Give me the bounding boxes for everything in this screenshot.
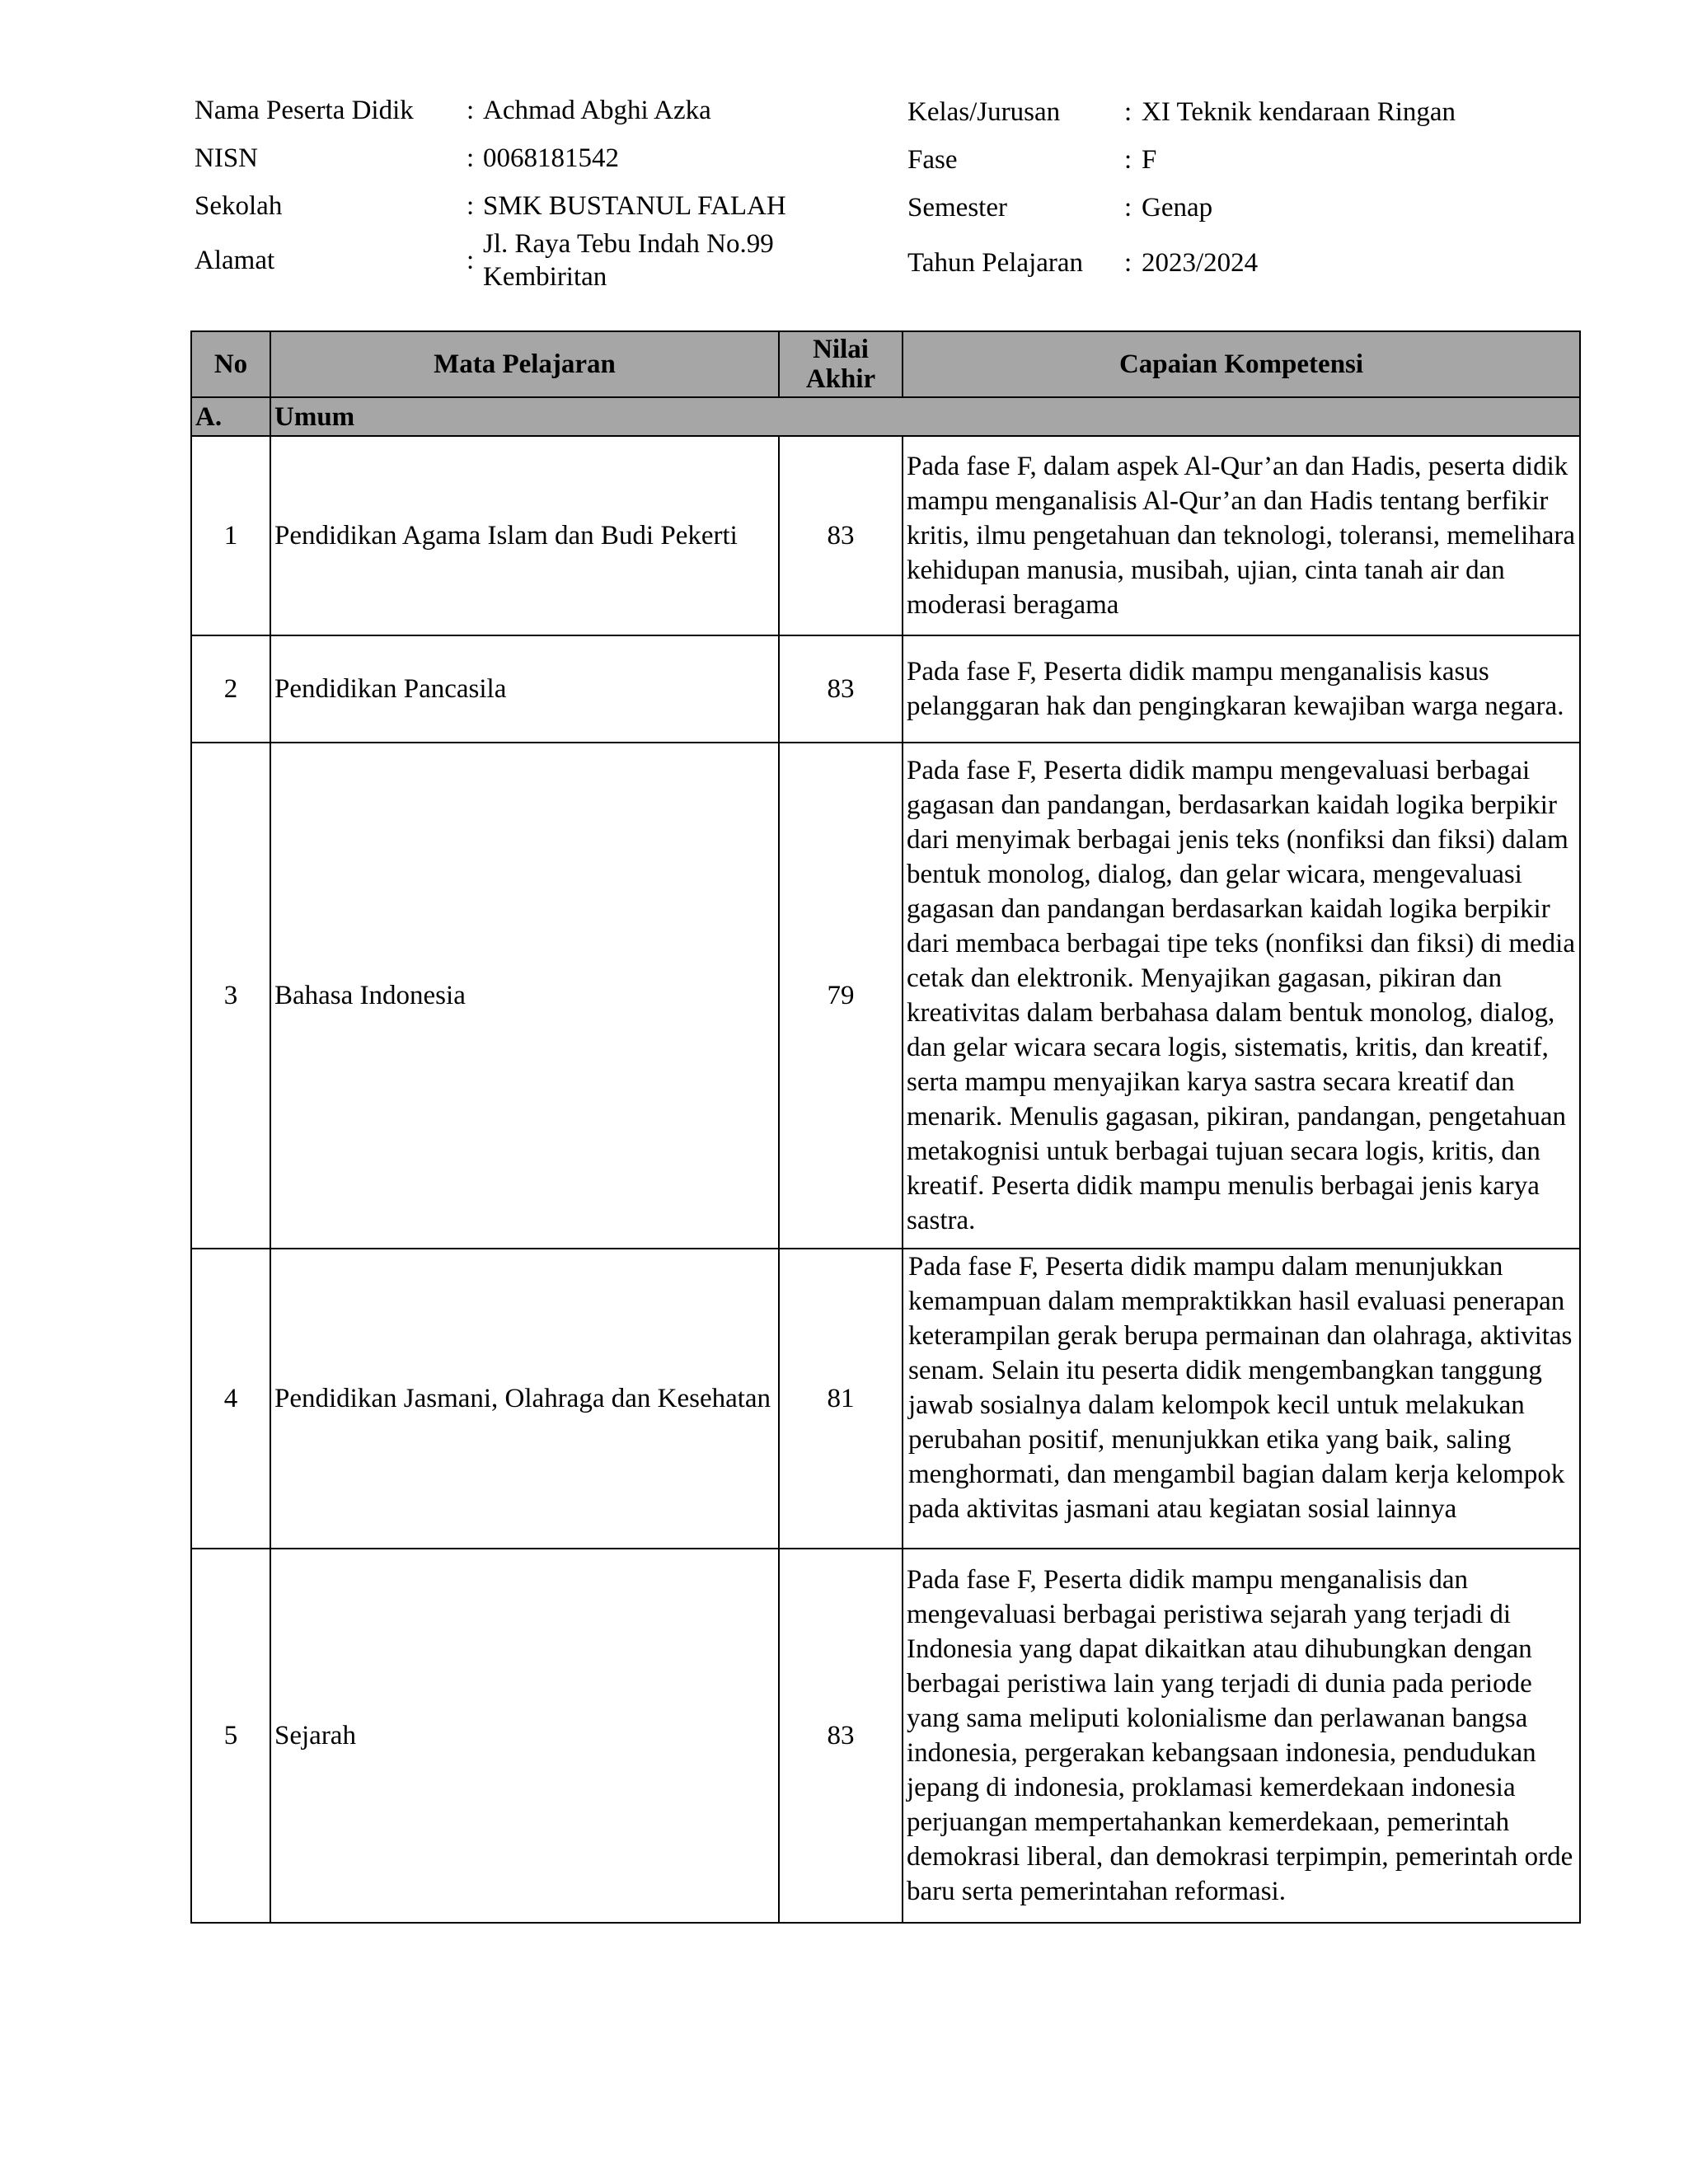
row-no: 1 [191,436,270,635]
label-nama: Nama Peserta Didik [195,96,414,125]
row-no: 3 [191,743,270,1249]
colon-fase: : [1124,145,1132,175]
colon-tahun: : [1124,248,1132,278]
colon-kelas: : [1124,97,1132,127]
colon-semester: : [1124,193,1132,223]
table-row [191,1549,1580,1923]
row-no: 4 [191,1249,270,1549]
colon-nisn: : [467,143,475,173]
label-tahun: Tahun Pelajaran [907,248,1084,278]
row-capaian: Pada fase F, Peserta didik mampu mengevaluasi berbagai gagasan dan pandangan, berdasarkan kaidah logika berpikir dari menyimak berbagai jenis teks (nonfiksi dan fiksi) dalam bentuk monolog, dialog, dan gelar wicara, mengevaluasi gagasan dan pandangan berdasarkan kaidah logika berpikir dari membaca berbagai tipe teks (nonfiksi dan fiksi) di media cetak dan elektronik. Menyajikan gagasan, pikiran dan kreativitas dalam berbahasa dalam bentuk monolog, dialog, dan gelar wicara secara logis, sistematis, kritis, dan kreatif, serta mampu menyajikan karya sastra secara kreatif dan menarik. Menulis gagasan, pikiran, pandangan, pengetahuan metakognisi untuk berbagai tujuan secara logis, kritis, dan kreatif. Peserta didik mampu menulis berbagai jenis karya sastra. [903,743,1580,1249]
row-capaian-text: Pada fase F, Peserta didik mampu dalam menunjukkan kemampuan dalam mempraktikkan hasil evaluasi penerapan keterampilan gerak berupa permainan dan olahraga, aktivitas senam. Selain itu peserta didik mengembangkan tanggung jawab sosialnya dalam kelompok kecil untuk melakukan perubahan positif, menunjukkan etika yang baik, saling menghormati, dan mengambil bagian dalam kerja kelompok pada aktivitas jasmani atau kegiatan sosial lainnya [908,1252,1573,1524]
value-nisn: 0068181542 [483,143,619,173]
row-mapel: Pendidikan Agama Islam dan Budi Pekerti [270,436,779,635]
label-kelas: Kelas/Jurusan [907,97,1061,127]
section-code: A. [191,397,270,436]
section-row [191,397,1580,436]
value-tahun: 2023/2024 [1142,248,1259,278]
row-nilai: 81 [779,1249,903,1549]
table-header-row [191,331,1580,397]
col-header-capaian: Capaian Kompetensi [903,331,1580,397]
grades-table [190,330,1581,1924]
row-nilai: 83 [779,635,903,743]
row-nilai: 79 [779,743,903,1249]
row-capaian [903,1249,1580,1549]
row-nilai: 83 [779,436,903,635]
row-capaian: Pada fase F, Peserta didik mampu menganalisis kasus pelanggaran hak dan pengingkaran kewajiban warga negara. [903,635,1580,743]
label-nisn: NISN [195,143,259,173]
row-nilai: 83 [779,1549,903,1923]
row-no: 5 [191,1549,270,1923]
row-mapel: Bahasa Indonesia [270,743,779,1249]
row-mapel: Sejarah [270,1549,779,1923]
table-row [191,743,1580,1249]
row-capaian: Pada fase F, dalam aspek Al-Qur’an dan Hadis, peserta didik mampu menganalisis Al-Qur’an dan Hadis tentang berfikir kritis, ilmu pengetahuan dan teknologi, toleransi, memelihara kehidupan manusia, musibah, ujian, cinta tanah air dan moderasi beragama [903,436,1580,635]
section-name: Umum [270,397,1580,436]
colon-sekolah: : [467,191,475,221]
row-mapel: Pendidikan Pancasila [270,635,779,743]
colon-nama: : [467,96,475,125]
col-header-nilai: Nilai Akhir [779,331,903,397]
value-nama: Achmad Abghi Azka [483,96,711,125]
value-kelas: XI Teknik kendaraan Ringan [1142,97,1456,127]
value-fase: F [1142,145,1157,175]
col-header-no: No [191,331,270,397]
row-capaian: Pada fase F, Peserta didik mampu menganalisis dan mengevaluasi berbagai peristiwa sejarah yang terjadi di Indonesia yang dapat dikaitkan atau dihubungkan dengan berbagai peristiwa lain yang terjadi di dunia pada periode yang sama meliputi kolonialisme dan perlawanan bangsa indonesia, pergerakan kebangsaan indonesia, pendudukan jepang di indonesia, proklamasi kemerdekaan indonesia perjuangan mempertahankan kemerdekaan, pemerintah demokrasi liberal, dan demokrasi terpimpin, pemerintah orde baru serta pemerintahan reformasi. [903,1549,1580,1923]
table-row [191,436,1580,635]
colon-alamat: : [467,246,475,275]
label-sekolah: Sekolah [195,191,283,221]
value-sekolah: SMK BUSTANUL FALAH [483,191,786,221]
col-header-mapel: Mata Pelajaran [270,331,779,397]
label-semester: Semester [907,193,1007,223]
value-alamat: Jl. Raya Tebu Indah No.99 Kembiritan [483,229,774,292]
label-fase: Fase [907,145,958,175]
row-no: 2 [191,635,270,743]
row-mapel: Pendidikan Jasmani, Olahraga dan Kesehatan [270,1249,779,1549]
table-row [191,635,1580,743]
label-alamat: Alamat [195,246,275,275]
value-semester: Genap [1142,193,1213,223]
table-row [191,1249,1580,1549]
